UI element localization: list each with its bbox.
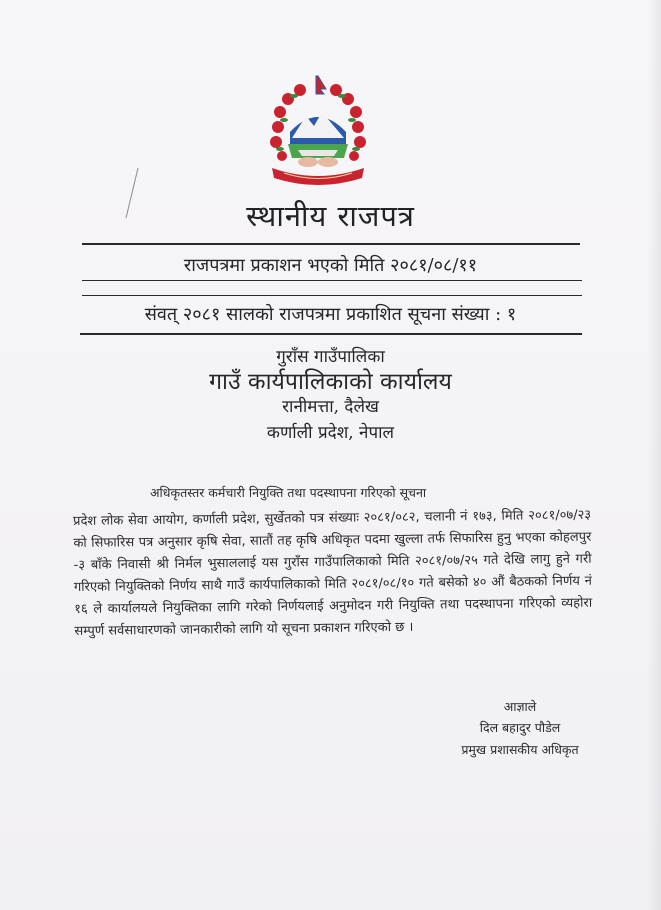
office-place: रानीमत्ता, दैलेख <box>282 397 379 417</box>
office-province: कर्णाली प्रदेश, नेपाल <box>266 423 395 443</box>
divider-line <box>82 243 580 245</box>
publication-date-line: राजपत्रमा प्रकाशन भएको मिति २०८१/०८/११ <box>183 255 478 276</box>
signatory-designation: प्रमुख प्रशासकीय अधिकृत <box>461 742 579 757</box>
notice-subject: अधिकृतस्तर कर्मचारी नियुक्ति तथा पदस्थापना गरिएको सूचना <box>150 485 427 500</box>
page-edge-shadow <box>647 0 661 910</box>
notice-number-line: संवत् २०८१ सालको राजपत्रमा प्रकाशित सूचना संख्या : १ <box>144 304 517 325</box>
office-name: गाउँ कार्यपालिकाको कार्यालय <box>209 369 452 395</box>
municipality-name: गुराँस गाउँपालिका <box>276 347 385 367</box>
divider-line <box>82 280 582 281</box>
notice-body: प्रदेश लोक सेवा आयोग, कर्णाली प्रदेश, सुर्खेतको पत्र संख्याः २०८१/०८२, चलानी नं १७३, मिति २०८१/०७/२३ को सिफारिस पत्र अनुसार कृषि सेवा, सातौं तह कृषि अधिकृत पदमा खुल्ला तर्फ सिफारिस हुनु भएका कोहलपुर -३ बाँके निवासी श्री निर्मल भुसाललाई यस गुराँस गाउँपालिकाको मिति २०८१/०७/२५ गते देखि लागु हुने गरी गरिएको नियुक्तिको निर्णय साथै गाउँ कार्यपालिकाको मिति २०८१/०८/१० गते बसेको ४० औं बैठकको निर्णय नं १६ ले कार्यालयले नियुक्तिका लागि गरेको निर्णयलाई अनुमोदन गरी नियुक्ति तथा पदस्थापना गरिएको व्यहोरा सम्पुर्ण सर्वसाधारणको जानकारीको लागि यो सूचना प्रकाशन गरिएको छ । <box>73 507 593 639</box>
divider-line <box>80 333 582 335</box>
signature-order: आज्ञाले <box>503 699 537 714</box>
divider-line <box>82 295 582 296</box>
nepal-coat-of-arms-icon <box>258 72 378 190</box>
gazette-title: स्थानीय राजपत्र <box>246 199 415 233</box>
signatory-name: दिल बहादुर पौडेल <box>479 720 561 735</box>
